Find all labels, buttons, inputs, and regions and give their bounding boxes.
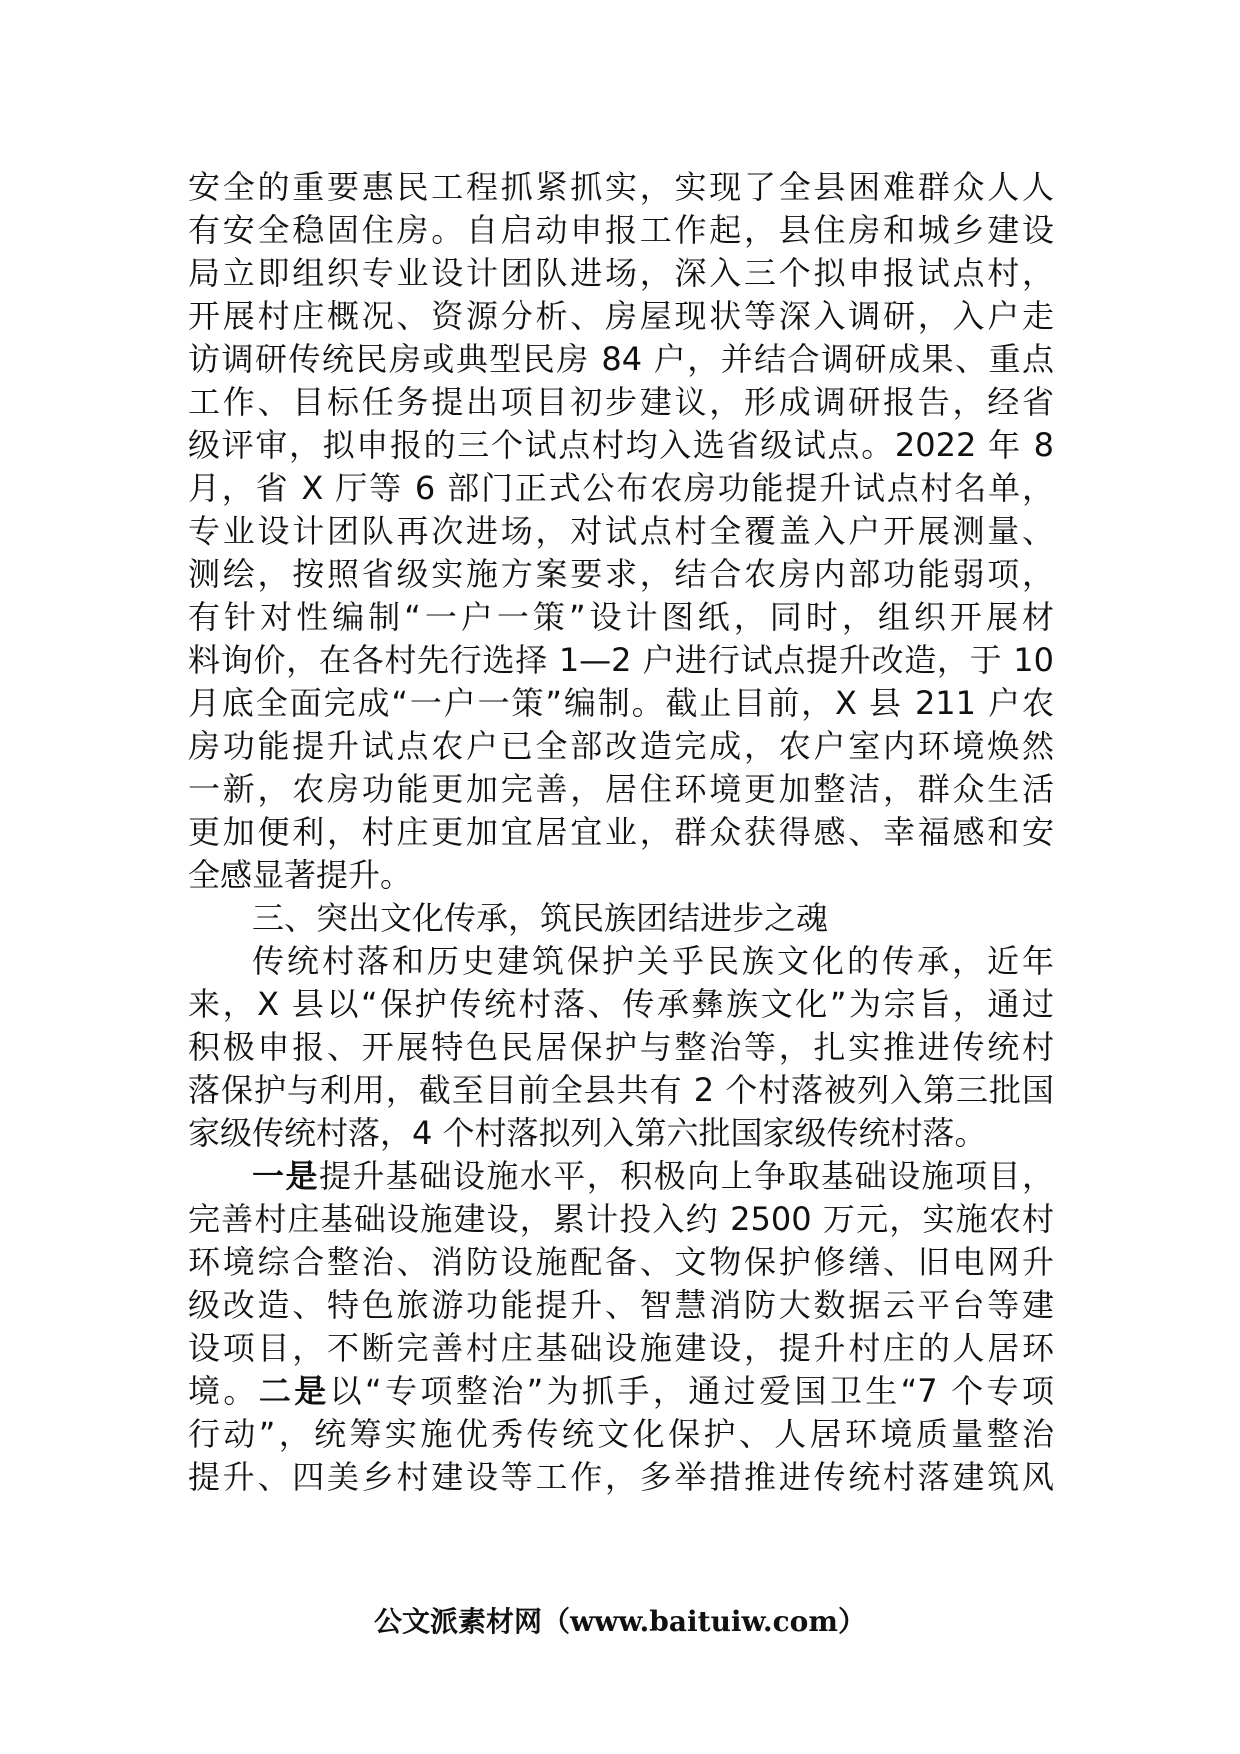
section-heading: 三、突出文化传承，筑民族团结进步之魂 (252, 899, 829, 937)
body-line: 更加便利，村庄更加宜居宜业，群众获得感、幸福感和安 (188, 813, 1054, 851)
body-line: 传统村落和历史建筑保护关乎民族文化的传承，近年 (252, 942, 1054, 980)
body-line: 环境综合整治、消防设施配备、文物保护修缮、旧电网升 (188, 1243, 1054, 1281)
body-text: 境。 (188, 1372, 259, 1410)
body-line: 一新，农房功能更加完善，居住环境更加整洁，群众生活 (188, 770, 1054, 808)
body-line: 提升、四美乡村建设等工作，多举措推进传统村落建筑风 (188, 1458, 1054, 1496)
body-line: 有针对性编制“一户一策”设计图纸，同时，组织开展材 (188, 598, 1054, 636)
body-line: 专业设计团队再次进场，对试点村全覆盖入户开展测量、 (188, 512, 1054, 550)
body-line: 级评审，拟申报的三个试点村均入选省级试点。2022 年 8 (188, 426, 1054, 464)
emphasis-label: 一是 (252, 1157, 319, 1195)
body-text: 提升基础设施水平，积极向上争取基础设施项目， (318, 1157, 1054, 1195)
body-line: 行动”，统筹实施优秀传统文化保护、人居环境质量整治 (188, 1415, 1054, 1453)
body-line (188, 1155, 1054, 1198)
body-text: 以“专项整治”为抓手，通过爱国卫生“7 个专项 (329, 1372, 1054, 1410)
body-line: 测绘，按照省级实施方案要求，结合农房内部功能弱项， (188, 555, 1054, 593)
body-line: 访调研传统民房或典型民房 84 户，并结合调研成果、重点 (188, 340, 1054, 378)
body-line: 家级传统村落，4 个村落拟列入第六批国家级传统村落。 (188, 1114, 987, 1152)
body-line: 月底全面完成“一户一策”编制。截止目前，X 县 211 户农 (188, 684, 1054, 722)
body-line: 安全的重要惠民工程抓紧抓实，实现了全县困难群众人人 (188, 168, 1054, 206)
body-line: 有安全稳固住房。自启动申报工作起，县住房和城乡建设 (188, 211, 1054, 249)
body-line: 料询价，在各村先行选择 1—2 户进行试点提升改造，于 10 (188, 641, 1054, 679)
body-line: 局立即组织专业设计团队进场，深入三个拟申报试点村， (188, 254, 1054, 292)
body-line: 全感显著提升。 (188, 856, 413, 894)
emphasis-label: 二是 (258, 1372, 330, 1410)
body-line: 级改造、特色旅游功能提升、智慧消防大数据云平台等建 (188, 1286, 1054, 1324)
body-line: 完善村庄基础设施建设，累计投入约 2500 万元，实施农村 (188, 1200, 1054, 1238)
body-line: 开展村庄概况、资源分析、房屋现状等深入调研，入户走 (188, 297, 1054, 335)
body-line: 积极申报、开展特色民居保护与整治等，扎实推进传统村 (188, 1028, 1054, 1066)
body-line: 工作、目标任务提出项目初步建议，形成调研报告，经省 (188, 383, 1054, 421)
document-body (188, 166, 1054, 1499)
body-line: 设项目，不断完善村庄基础设施建设，提升村庄的人居环 (188, 1329, 1054, 1367)
body-line: 落保护与利用，截至目前全县共有 2 个村落被列入第三批国 (188, 1071, 1054, 1109)
body-line: 月，省 X 厅等 6 部门正式公布农房功能提升试点村名单， (188, 469, 1054, 507)
body-line: 来，X 县以“保护传统村落、传承彝族文化”为宗旨，通过 (188, 985, 1054, 1023)
body-line (188, 1370, 1054, 1413)
body-line: 房功能提升试点农户已全部改造完成，农户室内环境焕然 (188, 727, 1054, 765)
watermark-footer: 公文派素材网（www.baituiw.com） (374, 1605, 866, 1638)
